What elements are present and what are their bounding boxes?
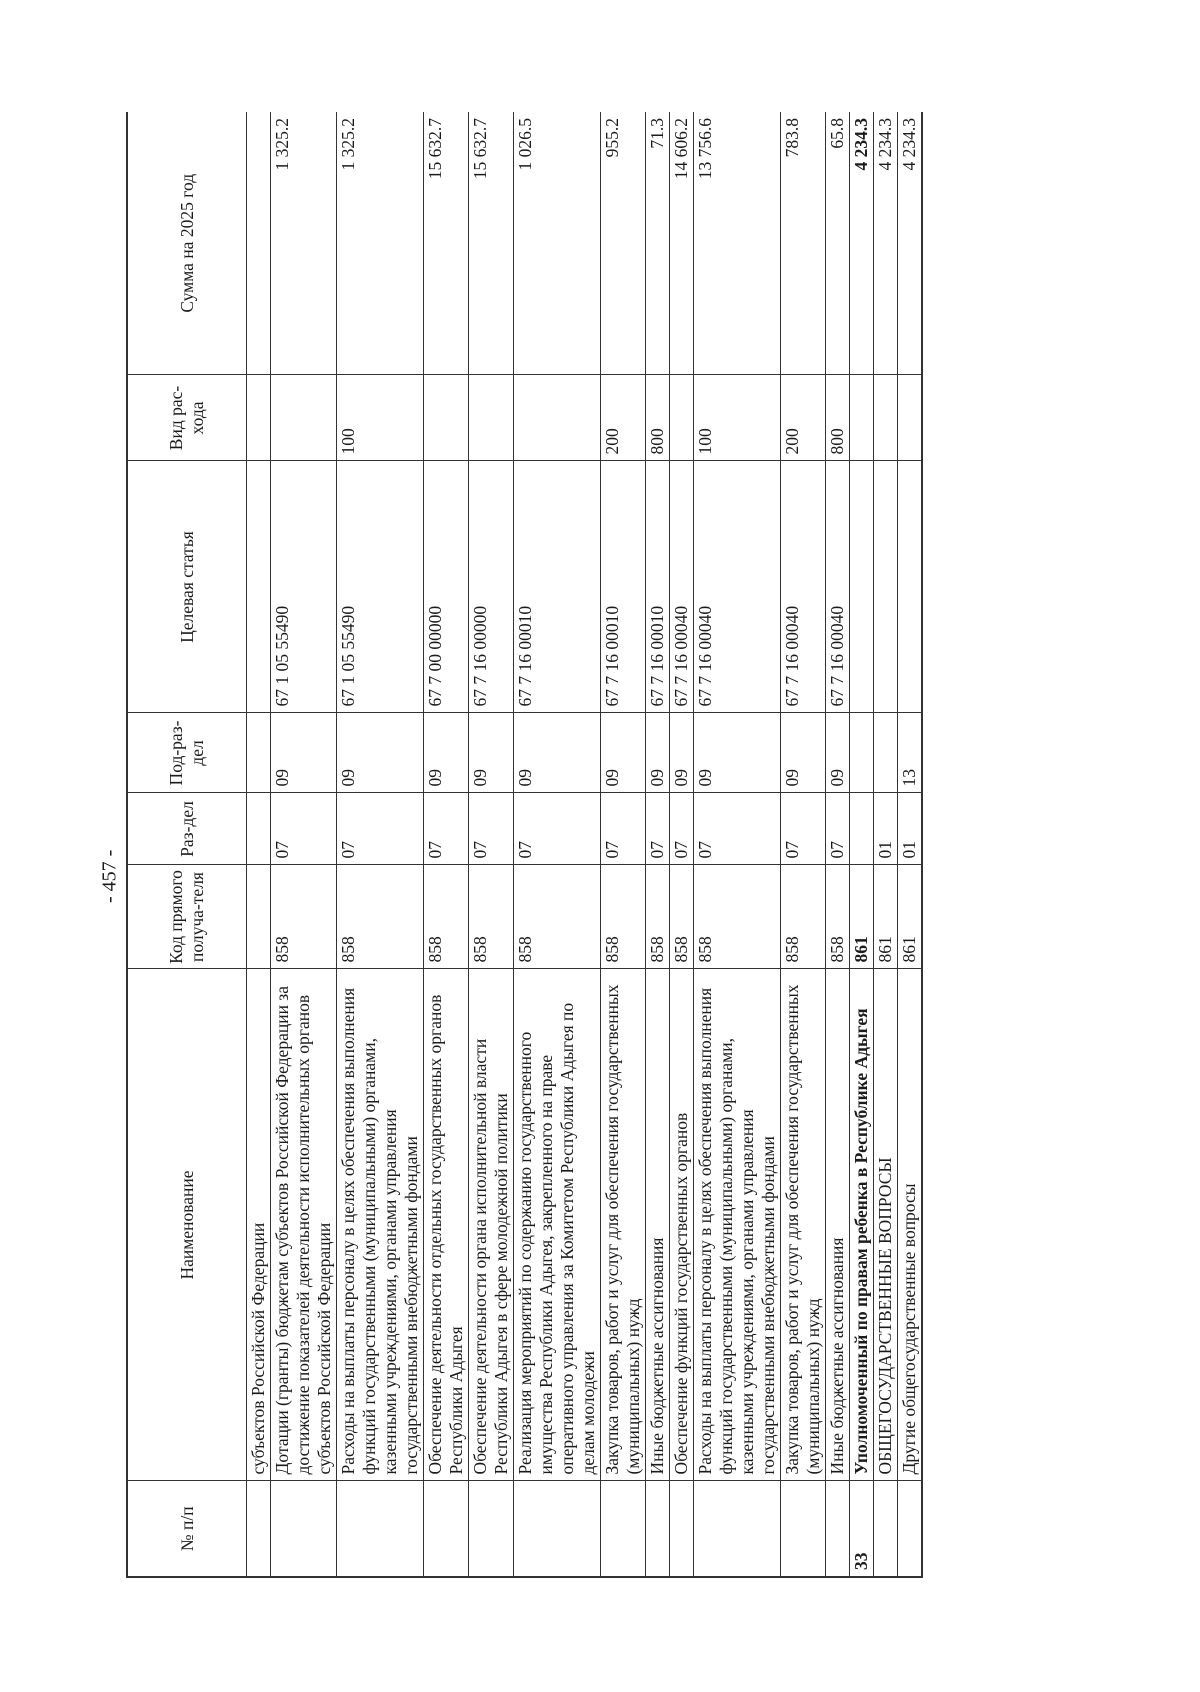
row-section: 07 — [337, 793, 424, 865]
row-recipient-code: 858 — [670, 865, 694, 969]
row-name: субъектов Российской Федерации — [247, 969, 271, 1481]
table-row — [601, 112, 646, 1577]
row-name: Иные бюджетные ассигнования — [646, 969, 670, 1481]
table-row — [646, 112, 670, 1577]
table-row — [898, 112, 923, 1577]
row-section — [850, 793, 874, 865]
row-sum: 4 234.3 — [874, 112, 898, 375]
row-subsection: 09 — [271, 713, 337, 793]
row-sum: 13 756.6 — [694, 112, 781, 375]
row-section: 07 — [469, 793, 514, 865]
row-number — [601, 1481, 646, 1577]
budget-table — [126, 112, 923, 1578]
row-sum: 15 632.7 — [424, 112, 469, 375]
row-expense-type — [670, 375, 694, 461]
row-subsection: 09 — [514, 713, 601, 793]
row-name: ОБЩЕГОСУДАРСТВЕННЫЕ ВОПРОСЫ — [874, 969, 898, 1481]
header-name: Наименование — [127, 969, 247, 1481]
table-row — [850, 112, 874, 1577]
row-sum — [247, 112, 271, 375]
row-expense-type: 800 — [646, 375, 670, 461]
header-number: № п/п — [127, 1481, 247, 1577]
row-expense-type: 200 — [601, 375, 646, 461]
row-expense-type — [247, 375, 271, 461]
row-number: 33 — [850, 1481, 874, 1577]
rotated-page — [126, 112, 1200, 1578]
row-number — [247, 1481, 271, 1577]
table-row — [271, 112, 337, 1577]
row-name: Расходы на выплаты персоналу в целях обеспечения выполнения функций государственными (муниципальными) органами, казенными учреждениями, органами управления государственными внебюджетными фондами — [337, 969, 424, 1481]
row-number — [514, 1481, 601, 1577]
row-subsection: 09 — [424, 713, 469, 793]
page-number: - 457 - — [98, 849, 121, 903]
row-section: 07 — [781, 793, 826, 865]
row-subsection: 09 — [694, 713, 781, 793]
row-subsection — [874, 713, 898, 793]
row-target-article: 67 7 16 00010 — [646, 461, 670, 713]
row-recipient-code: 858 — [826, 865, 850, 969]
row-target-article: 67 7 16 00040 — [694, 461, 781, 713]
row-target-article: 67 1 05 55490 — [337, 461, 424, 713]
row-name: Иные бюджетные ассигнования — [826, 969, 850, 1481]
row-name: Уполномоченный по правам ребенка в Республике Адыгея — [850, 969, 874, 1481]
row-name: Обеспечение функций государственных органов — [670, 969, 694, 1481]
row-target-article — [850, 461, 874, 713]
table-row — [874, 112, 898, 1577]
row-target-article — [898, 461, 923, 713]
row-expense-type — [271, 375, 337, 461]
header-section: Раз-дел — [127, 793, 247, 865]
row-subsection: 09 — [469, 713, 514, 793]
row-section: 07 — [424, 793, 469, 865]
row-recipient-code: 861 — [898, 865, 923, 969]
header-sum-2025: Сумма на 2025 год — [127, 112, 247, 375]
row-target-article: 67 1 05 55490 — [271, 461, 337, 713]
row-recipient-code: 861 — [850, 865, 874, 969]
row-section: 07 — [826, 793, 850, 865]
row-target-article: 67 7 16 00000 — [469, 461, 514, 713]
table-row — [469, 112, 514, 1577]
row-expense-type: 800 — [826, 375, 850, 461]
row-sum: 1 325.2 — [271, 112, 337, 375]
header-row — [127, 112, 247, 1577]
row-number — [874, 1481, 898, 1577]
row-recipient-code: 858 — [271, 865, 337, 969]
row-number — [337, 1481, 424, 1577]
row-name: Обеспечение деятельности отдельных государственных органов Республики Адыгея — [424, 969, 469, 1481]
row-recipient-code: 858 — [694, 865, 781, 969]
row-section: 07 — [646, 793, 670, 865]
row-subsection: 13 — [898, 713, 923, 793]
row-recipient-code: 858 — [514, 865, 601, 969]
row-number — [898, 1481, 923, 1577]
row-sum: 4 234.3 — [850, 112, 874, 375]
table-body — [247, 112, 923, 1577]
row-target-article: 67 7 16 00040 — [781, 461, 826, 713]
row-name: Обеспечение деятельности органа исполнительной власти Республики Адыгея в сфере молодежной политики — [469, 969, 514, 1481]
row-subsection: 09 — [337, 713, 424, 793]
row-section: 07 — [670, 793, 694, 865]
row-sum: 1 325.2 — [337, 112, 424, 375]
row-number — [670, 1481, 694, 1577]
row-subsection — [247, 713, 271, 793]
row-subsection: 09 — [601, 713, 646, 793]
row-target-article: 67 7 16 00010 — [601, 461, 646, 713]
row-section — [247, 793, 271, 865]
row-expense-type: 200 — [781, 375, 826, 461]
table-row — [781, 112, 826, 1577]
header-expense-type: Вид рас-хода — [127, 375, 247, 461]
rotated-table-frame — [126, 112, 1200, 1578]
row-number — [469, 1481, 514, 1577]
row-name: Закупка товаров, работ и услуг для обеспечения государственных (муниципальных) нужд — [781, 969, 826, 1481]
row-expense-type — [850, 375, 874, 461]
row-section: 01 — [874, 793, 898, 865]
row-expense-type — [424, 375, 469, 461]
row-section: 07 — [271, 793, 337, 865]
row-number — [271, 1481, 337, 1577]
row-sum: 65.8 — [826, 112, 850, 375]
table-row — [337, 112, 424, 1577]
row-name: Расходы на выплаты персоналу в целях обеспечения выполнения функций государственными (муниципальными) органами, казенными учреждениями, органами управления государственными внебюджетными фондами — [694, 969, 781, 1481]
row-subsection: 09 — [826, 713, 850, 793]
row-sum: 4 234.3 — [898, 112, 923, 375]
row-subsection: 09 — [781, 713, 826, 793]
row-expense-type — [469, 375, 514, 461]
row-sum: 71.3 — [646, 112, 670, 375]
row-sum: 14 606.2 — [670, 112, 694, 375]
table-row — [514, 112, 601, 1577]
row-sum: 955.2 — [601, 112, 646, 375]
row-target-article: 67 7 16 00010 — [514, 461, 601, 713]
row-recipient-code — [247, 865, 271, 969]
row-number — [424, 1481, 469, 1577]
row-number — [781, 1481, 826, 1577]
row-section: 01 — [898, 793, 923, 865]
row-target-article: 67 7 16 00040 — [826, 461, 850, 713]
row-name: Закупка товаров, работ и услуг для обеспечения государственных (муниципальных) нужд — [601, 969, 646, 1481]
row-recipient-code: 861 — [874, 865, 898, 969]
row-name: Дотации (гранты) бюджетам субъектов Российской Федерации за достижение показателей деятельности исполнительных органов субъектов Российской Федерации — [271, 969, 337, 1481]
row-recipient-code: 858 — [601, 865, 646, 969]
row-subsection: 09 — [646, 713, 670, 793]
row-sum: 1 026.5 — [514, 112, 601, 375]
row-number — [826, 1481, 850, 1577]
row-number — [646, 1481, 670, 1577]
header-recipient-code: Код прямого получа-теля — [127, 865, 247, 969]
row-recipient-code: 858 — [469, 865, 514, 969]
row-expense-type: 100 — [337, 375, 424, 461]
row-expense-type — [898, 375, 923, 461]
header-target-article: Целевая статья — [127, 461, 247, 713]
row-target-article: 67 7 00 00000 — [424, 461, 469, 713]
row-sum: 783.8 — [781, 112, 826, 375]
row-expense-type — [874, 375, 898, 461]
row-target-article: 67 7 16 00040 — [670, 461, 694, 713]
table-header — [127, 112, 247, 1577]
row-expense-type — [514, 375, 601, 461]
row-recipient-code: 858 — [781, 865, 826, 969]
row-target-article — [874, 461, 898, 713]
row-subsection — [850, 713, 874, 793]
row-expense-type: 100 — [694, 375, 781, 461]
row-recipient-code: 858 — [424, 865, 469, 969]
row-target-article — [247, 461, 271, 713]
row-subsection: 09 — [670, 713, 694, 793]
table-row — [424, 112, 469, 1577]
table-row — [247, 112, 271, 1577]
table-row — [694, 112, 781, 1577]
row-sum: 15 632.7 — [469, 112, 514, 375]
header-subsection: Под-раз-дел — [127, 713, 247, 793]
row-section: 07 — [601, 793, 646, 865]
row-number — [694, 1481, 781, 1577]
row-section: 07 — [514, 793, 601, 865]
row-name: Реализация мероприятий по содержанию государственного имущества Республики Адыгея, закрепленного на праве оперативного управления за Комитетом Республики Адыгея по делам молодежи — [514, 969, 601, 1481]
row-recipient-code: 858 — [337, 865, 424, 969]
table-row — [826, 112, 850, 1577]
row-section: 07 — [694, 793, 781, 865]
row-name: Другие общегосударственные вопросы — [898, 969, 923, 1481]
table-row — [670, 112, 694, 1577]
row-recipient-code: 858 — [646, 865, 670, 969]
